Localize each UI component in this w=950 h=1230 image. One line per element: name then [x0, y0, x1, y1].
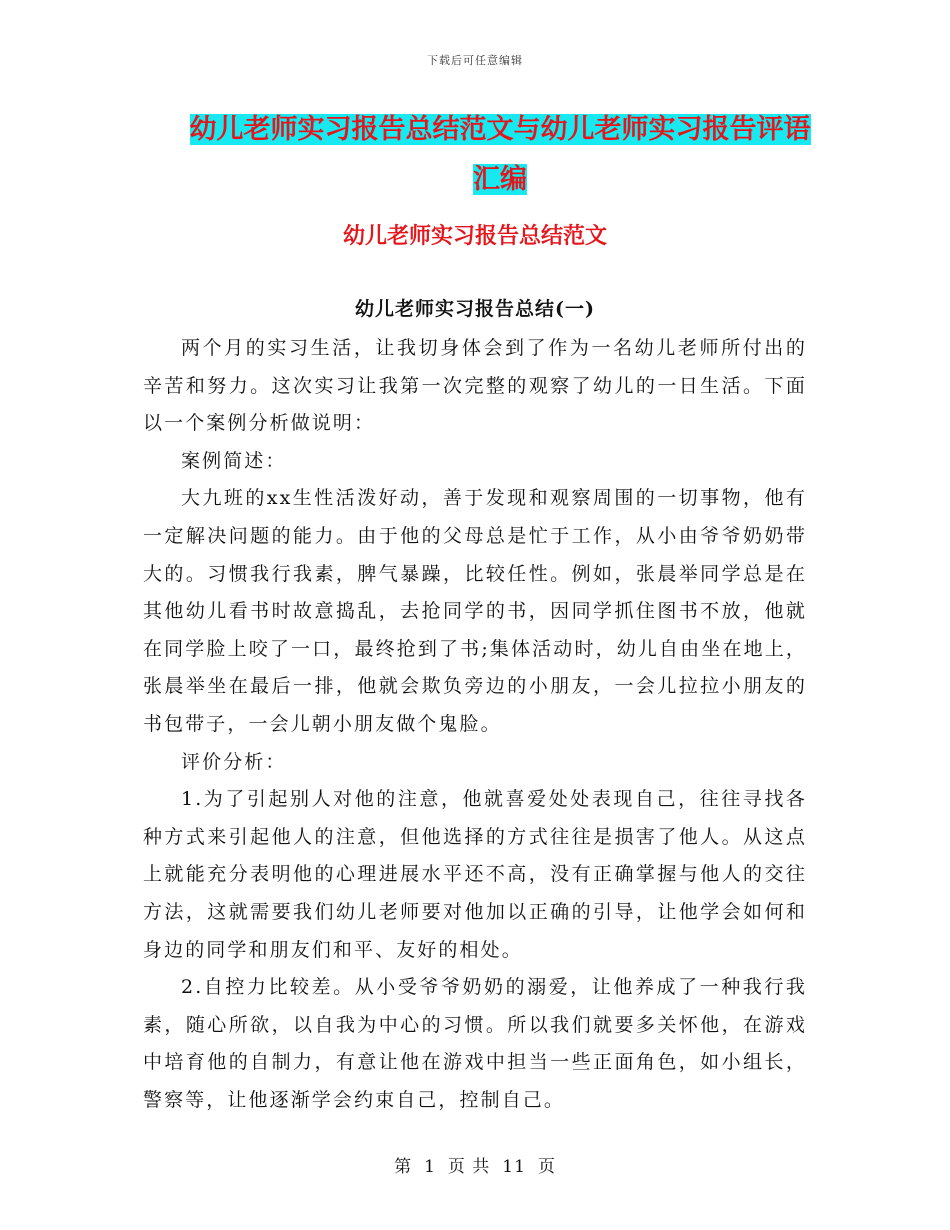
paragraph-analysis-heading: 评价分析： — [181, 750, 287, 773]
footer-page-number: 1 — [424, 1157, 436, 1177]
paragraph-case-heading: 案例简述： — [181, 449, 287, 472]
paragraph-case-description: 大九班的xx生性活泼好动，善于发现和观察周围的一切事物，他有一定解决问题的能力。由于他的父母总是忙于工作，从小由爷爷奶奶带大的。习惯我行我素，脾气暴躁，比较任性。例如，张晨举同学总是在其他幼儿看书时故意捣乱，去抢同学的书，因同学抓住图书不放，他就在同学脸上咬了一口，最终抢到了书;集体活动时，幼儿自由坐在地上，张晨举坐在最后一排，他就会欺负旁边的小朋友，一会儿拉拉小朋友的书包带子，一会儿朝小朋友做个鬼脸。 — [143, 487, 807, 735]
footer-prefix: 第 — [394, 1157, 413, 1177]
paragraph-intro: 两个月的实习生活，让我切身体会到了作为一名幼儿老师所付出的辛苦和努力。这次实习让我第一次完整的观察了幼儿的一日生活。下面以一个案例分析做说明： — [143, 337, 807, 435]
footer-middle: 页 共 — [447, 1157, 491, 1177]
footer-total-pages: 11 — [502, 1157, 526, 1177]
paragraph-analysis-point-2: 2.自控力比较差。从小受爷爷奶奶的溺爱，让他养成了一种我行我素，随心所欲，以自我为中心的习惯。所以我们就要多关怀他，在游戏中培育他的自制力，有意让他在游戏中担当一些正面角色，如小组长，警察等，让他逐渐学会约束自己，控制自己。 — [143, 976, 807, 1111]
footer-suffix: 页 — [537, 1157, 556, 1177]
document-title-line-1: 幼儿老师实习报告总结范文与幼儿老师实习报告评语 — [189, 114, 811, 145]
page-footer — [0, 1152, 950, 1177]
section-title: 幼儿老师实习报告总结范文 — [342, 224, 607, 249]
body-content — [143, 330, 807, 1119]
document-title-line-2: 汇编 — [473, 164, 527, 195]
header-note: 下载后可任意编辑 — [427, 54, 523, 67]
document-title — [185, 105, 815, 205]
paragraph-analysis-point-1: 1.为了引起别人对他的注意，他就喜爱处处表现自己，往往寻找各种方式来引起他人的注意，但他选择的方式往往是损害了他人。从这点上就能充分表明他的心理进展水平还不高，没有正确掌握与他人的交往方法，这就需要我们幼儿老师要对他加以正确的引导，让他学会如何和身边的同学和朋友们和平、友好的相处。 — [143, 788, 807, 961]
sub-title: 幼儿老师实习报告总结(一) — [355, 298, 595, 320]
